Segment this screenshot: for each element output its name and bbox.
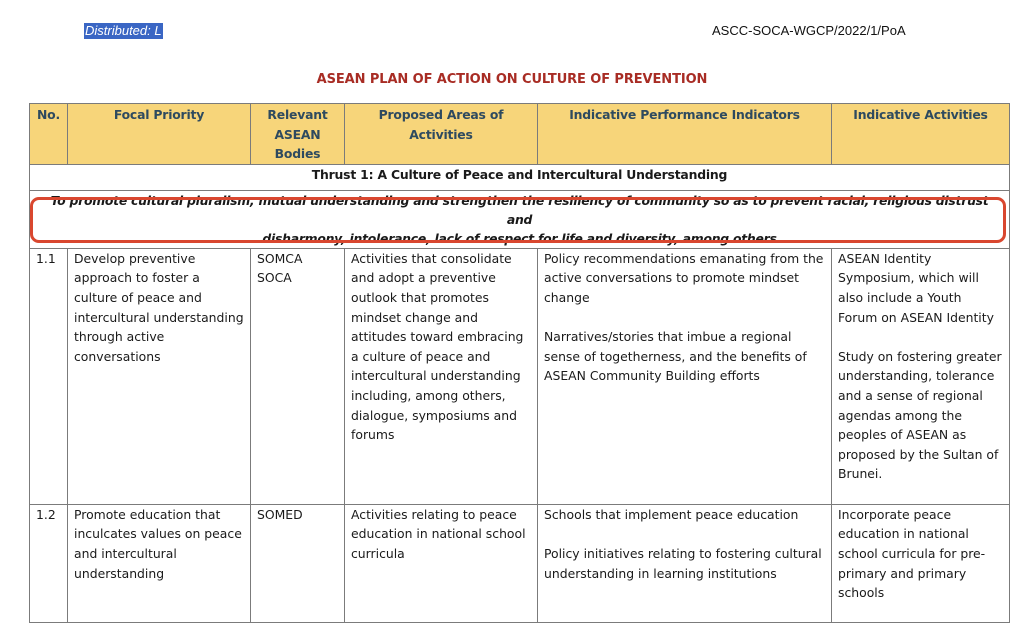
body-name: SOMCA bbox=[257, 250, 303, 266]
distribution-label-selected[interactable]: Distributed: L bbox=[85, 23, 162, 38]
indicator-item: Policy initiatives relating to fostering cultural understanding in learning institutions bbox=[544, 545, 822, 581]
proposed-areas-cell: Activities that consolidate and adopt a preventive outlook that promotes mindset change and attitudes toward embracing a culture of peace and intercultural understanding including, among others, dialogue, symposiums and forums bbox=[345, 248, 538, 504]
indicator-item: Narratives/stories that imbue a regional sense of togetherness, and the benefits of ASEAN Community Building efforts bbox=[544, 329, 807, 384]
thrust-heading: Thrust 1: A Culture of Peace and Intercultural Understanding bbox=[30, 164, 1010, 190]
plan-of-action-table bbox=[29, 103, 1010, 623]
table-header-row bbox=[30, 104, 1010, 165]
table-row bbox=[30, 248, 1010, 504]
focal-priority-cell: Promote education that inculcates values on peace and intercultural understanding bbox=[68, 504, 251, 622]
objective-statement bbox=[30, 190, 1010, 248]
column-header-focal-priority: Focal Priority bbox=[68, 104, 251, 165]
indicator-item: Schools that implement peace education bbox=[544, 506, 799, 522]
proposed-areas-cell: Activities relating to peace education in national school curricula bbox=[345, 504, 538, 622]
body-name: SOCA bbox=[257, 270, 292, 286]
indicator-item: Policy recommendations emanating from the active conversations to promote mindset change bbox=[544, 250, 824, 305]
relevant-bodies-cell bbox=[251, 248, 345, 504]
column-header-activities: Indicative Activities bbox=[832, 104, 1010, 165]
document-title: ASEAN PLAN OF ACTION ON CULTURE OF PREVENTION bbox=[316, 72, 708, 87]
column-header-indicators: Indicative Performance Indicators bbox=[538, 104, 832, 165]
relevant-bodies-cell bbox=[251, 504, 345, 622]
indicators-cell bbox=[538, 504, 832, 622]
thrust-row bbox=[30, 164, 1010, 190]
row-number: 1.2 bbox=[30, 504, 68, 622]
objective-line-2: disharmony, intolerance, lack of respect for life and diversity, among others bbox=[262, 230, 777, 246]
activity-item: Study on fostering greater understanding, tolerance and a sense of regional agendas among the peoples of ASEAN as proposed by the Sultan of Brunei. bbox=[838, 348, 1002, 482]
body-name: SOMED bbox=[257, 506, 303, 522]
column-header-relevant-bodies: Relevant ASEAN Bodies bbox=[251, 104, 345, 165]
objective-line-1: To promote cultural pluralism, mutual understanding and strengthen the resiliency of community so as to prevent racial, religious distrust and bbox=[50, 192, 989, 227]
activity-item: Incorporate peace education in national school curricula for pre-primary and primary schools bbox=[838, 506, 986, 601]
objective-row bbox=[30, 190, 1010, 248]
activity-item: ASEAN Identity Symposium, which will also include a Youth Forum on ASEAN Identity bbox=[838, 250, 994, 325]
table-row bbox=[30, 504, 1010, 622]
indicators-cell bbox=[538, 248, 832, 504]
column-header-proposed-areas: Proposed Areas of Activities bbox=[345, 104, 538, 165]
activities-cell bbox=[832, 504, 1010, 622]
column-header-no: No. bbox=[30, 104, 68, 165]
focal-priority-cell: Develop preventive approach to foster a culture of peace and intercultural understanding through active conversations bbox=[68, 248, 251, 504]
activities-cell bbox=[832, 248, 1010, 504]
document-reference: ASCC-SOCA-WGCP/2022/1/PoA bbox=[712, 23, 906, 38]
row-number: 1.1 bbox=[30, 248, 68, 504]
